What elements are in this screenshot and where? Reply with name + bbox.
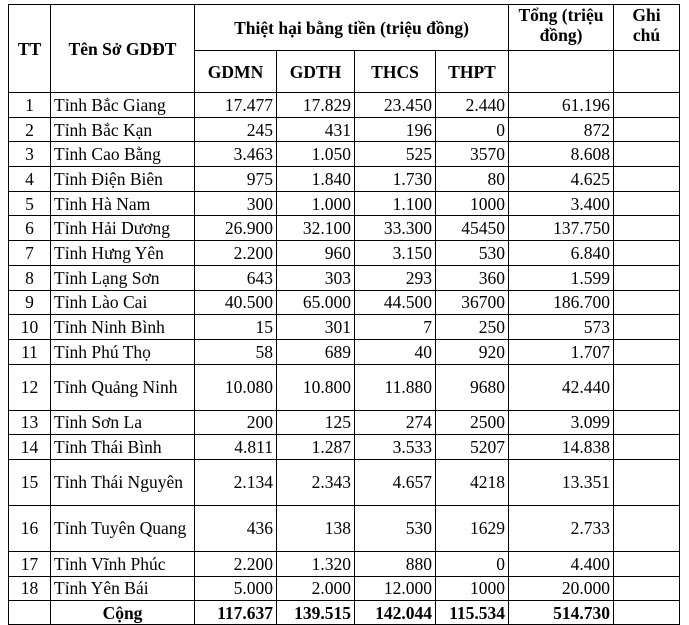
cell-thpt: 1629 (436, 505, 509, 551)
cell-thpt: 80 (436, 167, 509, 192)
totals-note (614, 601, 680, 625)
cell-thpt: 9680 (436, 364, 509, 410)
cell-note (614, 410, 680, 435)
cell-tt: 10 (9, 315, 51, 340)
table-row (9, 364, 680, 410)
cell-gdmn: 40.500 (195, 290, 277, 315)
cell-thpt: 2500 (436, 410, 509, 435)
cell-total: 4.625 (509, 167, 614, 192)
cell-thcs: 7 (355, 315, 436, 340)
totals-total: 514.730 (509, 601, 614, 625)
cell-thpt: 45450 (436, 216, 509, 241)
table-row (9, 290, 680, 315)
cell-name: Tỉnh Cao Bằng (51, 142, 195, 167)
cell-name: Tỉnh Tuyên Quang (51, 505, 195, 551)
cell-name: Tỉnh Thái Bình (51, 435, 195, 460)
cell-thcs: 33.300 (355, 216, 436, 241)
table-row (9, 93, 680, 118)
cell-total: 20.000 (509, 576, 614, 601)
cell-tt: 2 (9, 117, 51, 142)
cell-gdth: 10.800 (277, 364, 355, 410)
header-damage-group: Thiệt hại bằng tiền (triệu đồng) (195, 5, 509, 51)
cell-gdmn: 4.811 (195, 435, 277, 460)
table-row (9, 410, 680, 435)
cell-thcs: 880 (355, 551, 436, 576)
cell-name: Tỉnh Phú Thọ (51, 339, 195, 364)
cell-thpt: 1000 (436, 576, 509, 601)
cell-tt: 4 (9, 167, 51, 192)
cell-gdth: 1.000 (277, 191, 355, 216)
table-row (9, 265, 680, 290)
cell-gdmn: 5.000 (195, 576, 277, 601)
table-row (9, 435, 680, 460)
totals-gdth: 139.515 (277, 601, 355, 625)
cell-thcs: 293 (355, 265, 436, 290)
cell-thpt: 2.440 (436, 93, 509, 118)
header-gdth: GDTH (277, 51, 355, 93)
table-row (9, 505, 680, 551)
cell-thpt: 4218 (436, 459, 509, 505)
cell-name: Tỉnh Hà Nam (51, 191, 195, 216)
cell-name: Tỉnh Bắc Kạn (51, 117, 195, 142)
cell-gdth: 960 (277, 241, 355, 266)
totals-label: Cộng (51, 601, 195, 625)
cell-note (614, 505, 680, 551)
cell-name: Tỉnh Ninh Bình (51, 315, 195, 340)
cell-thpt: 530 (436, 241, 509, 266)
cell-total: 137.750 (509, 216, 614, 241)
cell-gdth: 689 (277, 339, 355, 364)
cell-thpt: 360 (436, 265, 509, 290)
cell-note (614, 142, 680, 167)
table-row (9, 216, 680, 241)
cell-thpt: 3570 (436, 142, 509, 167)
cell-total: 61.196 (509, 93, 614, 118)
cell-total: 42.440 (509, 364, 614, 410)
cell-note (614, 93, 680, 118)
table-row (9, 315, 680, 340)
cell-name: Tỉnh Lào Cai (51, 290, 195, 315)
cell-tt: 11 (9, 339, 51, 364)
cell-thcs: 3.150 (355, 241, 436, 266)
cell-total: 6.840 (509, 241, 614, 266)
cell-gdmn: 643 (195, 265, 277, 290)
cell-name: Tỉnh Quảng Ninh (51, 364, 195, 410)
cell-tt: 15 (9, 459, 51, 505)
cell-note (614, 315, 680, 340)
cell-gdth: 32.100 (277, 216, 355, 241)
cell-tt: 9 (9, 290, 51, 315)
header-tt: TT (9, 5, 51, 93)
cell-tt: 7 (9, 241, 51, 266)
cell-name: Tỉnh Điện Biên (51, 167, 195, 192)
cell-gdth: 2.343 (277, 459, 355, 505)
cell-gdmn: 436 (195, 505, 277, 551)
cell-total: 14.838 (509, 435, 614, 460)
cell-gdth: 303 (277, 265, 355, 290)
cell-gdmn: 58 (195, 339, 277, 364)
cell-thcs: 274 (355, 410, 436, 435)
header-note: Ghi chú (614, 5, 680, 51)
cell-gdmn: 17.477 (195, 93, 277, 118)
cell-gdth: 2.000 (277, 576, 355, 601)
header-thcs: THCS (355, 51, 436, 93)
header-gdmn: GDMN (195, 51, 277, 93)
cell-gdth: 1.840 (277, 167, 355, 192)
cell-tt: 16 (9, 505, 51, 551)
totals-row (9, 601, 680, 625)
cell-thcs: 44.500 (355, 290, 436, 315)
table-row (9, 117, 680, 142)
cell-tt: 5 (9, 191, 51, 216)
cell-thcs: 4.657 (355, 459, 436, 505)
cell-total: 1.707 (509, 339, 614, 364)
cell-thpt: 250 (436, 315, 509, 340)
cell-thpt: 920 (436, 339, 509, 364)
cell-note (614, 290, 680, 315)
cell-tt: 8 (9, 265, 51, 290)
cell-total: 186.700 (509, 290, 614, 315)
header-row-top (9, 5, 680, 51)
cell-name: Tỉnh Hải Dương (51, 216, 195, 241)
cell-name: Tỉnh Bắc Giang (51, 93, 195, 118)
cell-note (614, 435, 680, 460)
header-total: Tổng (triệu đồng) (509, 5, 614, 51)
cell-tt: 1 (9, 93, 51, 118)
header-total-blank (509, 51, 614, 93)
header-name: Tên Sở GDĐT (51, 5, 195, 93)
cell-gdth: 125 (277, 410, 355, 435)
cell-tt: 12 (9, 364, 51, 410)
cell-gdmn: 3.463 (195, 142, 277, 167)
cell-gdmn: 2.200 (195, 241, 277, 266)
cell-thcs: 23.450 (355, 93, 436, 118)
table-row (9, 142, 680, 167)
cell-tt: 18 (9, 576, 51, 601)
cell-note (614, 117, 680, 142)
cell-thpt: 5207 (436, 435, 509, 460)
cell-gdth: 1.287 (277, 435, 355, 460)
cell-name: Tỉnh Vĩnh Phúc (51, 551, 195, 576)
cell-gdth: 1.320 (277, 551, 355, 576)
cell-gdmn: 2.200 (195, 551, 277, 576)
cell-tt: 17 (9, 551, 51, 576)
cell-note (614, 216, 680, 241)
cell-gdth: 1.050 (277, 142, 355, 167)
cell-gdmn: 10.080 (195, 364, 277, 410)
cell-name: Tỉnh Hưng Yên (51, 241, 195, 266)
cell-note (614, 191, 680, 216)
cell-note (614, 364, 680, 410)
cell-thcs: 1.100 (355, 191, 436, 216)
totals-gdmn: 117.637 (195, 601, 277, 625)
cell-gdth: 138 (277, 505, 355, 551)
cell-thcs: 196 (355, 117, 436, 142)
cell-gdmn: 2.134 (195, 459, 277, 505)
cell-note (614, 167, 680, 192)
table-body (9, 93, 680, 601)
cell-thpt: 36700 (436, 290, 509, 315)
table-row (9, 339, 680, 364)
cell-gdmn: 26.900 (195, 216, 277, 241)
cell-thcs: 40 (355, 339, 436, 364)
cell-thcs: 12.000 (355, 576, 436, 601)
table-row (9, 241, 680, 266)
header-thpt: THPT (436, 51, 509, 93)
cell-total: 573 (509, 315, 614, 340)
cell-thcs: 530 (355, 505, 436, 551)
cell-note (614, 241, 680, 266)
cell-name: Tỉnh Lạng Sơn (51, 265, 195, 290)
cell-name: Tỉnh Thái Nguyên (51, 459, 195, 505)
header-note-blank (614, 51, 680, 93)
cell-total: 3.400 (509, 191, 614, 216)
cell-thpt: 1000 (436, 191, 509, 216)
cell-gdth: 301 (277, 315, 355, 340)
cell-total: 4.400 (509, 551, 614, 576)
cell-total: 872 (509, 117, 614, 142)
cell-total: 2.733 (509, 505, 614, 551)
cell-gdmn: 245 (195, 117, 277, 142)
cell-thcs: 3.533 (355, 435, 436, 460)
damage-table (8, 4, 680, 625)
cell-thpt: 0 (436, 117, 509, 142)
totals-tt-blank (9, 601, 51, 625)
cell-note (614, 339, 680, 364)
cell-thcs: 1.730 (355, 167, 436, 192)
cell-name: Tỉnh Yên Bái (51, 576, 195, 601)
cell-tt: 14 (9, 435, 51, 460)
cell-gdmn: 300 (195, 191, 277, 216)
cell-gdmn: 200 (195, 410, 277, 435)
cell-tt: 3 (9, 142, 51, 167)
cell-thcs: 11.880 (355, 364, 436, 410)
cell-note (614, 551, 680, 576)
table-row (9, 459, 680, 505)
cell-note (614, 265, 680, 290)
cell-total: 1.599 (509, 265, 614, 290)
cell-gdmn: 975 (195, 167, 277, 192)
cell-note (614, 576, 680, 601)
cell-gdth: 17.829 (277, 93, 355, 118)
cell-name: Tỉnh Sơn La (51, 410, 195, 435)
cell-total: 13.351 (509, 459, 614, 505)
cell-tt: 6 (9, 216, 51, 241)
cell-gdmn: 15 (195, 315, 277, 340)
totals-thcs: 142.044 (355, 601, 436, 625)
cell-thpt: 0 (436, 551, 509, 576)
table-row (9, 576, 680, 601)
table-row (9, 167, 680, 192)
table-row (9, 551, 680, 576)
cell-total: 8.608 (509, 142, 614, 167)
cell-tt: 13 (9, 410, 51, 435)
cell-gdth: 431 (277, 117, 355, 142)
cell-thcs: 525 (355, 142, 436, 167)
cell-note (614, 459, 680, 505)
cell-gdth: 65.000 (277, 290, 355, 315)
document-page (8, 4, 680, 625)
table-row (9, 191, 680, 216)
cell-total: 3.099 (509, 410, 614, 435)
totals-thpt: 115.534 (436, 601, 509, 625)
